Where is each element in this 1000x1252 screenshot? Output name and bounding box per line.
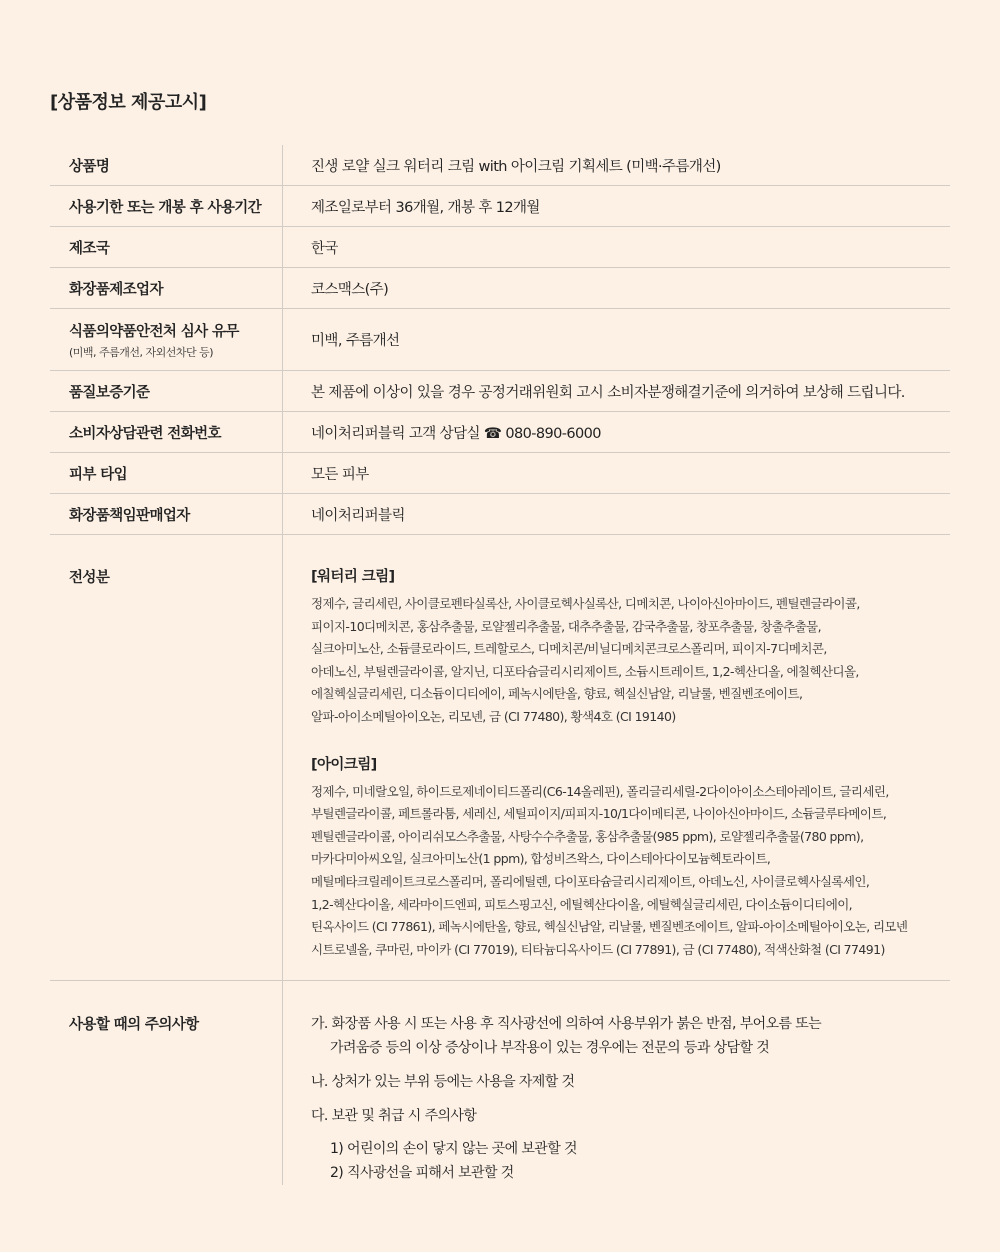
row-label: 피부 타입 (50, 453, 283, 493)
row-label: 화장품책임판매업자 (50, 494, 283, 534)
table-row (50, 371, 950, 412)
section-title: [상품정보 제공고시] (50, 92, 207, 113)
row-label: 제조국 (50, 227, 283, 267)
caution-item-c: 다. 보관 및 취급 시 주의사항 (311, 1108, 477, 1124)
ingredient-line: 피이지-10디메치콘, 홍삼추출물, 로얄젤리추출물, 대추추출물, 감국추출물, 창포추출물, 창출추출물, (311, 618, 821, 634)
ingredient-line: 정제수, 글리세린, 사이클로펜타실록산, 사이클로헥사실록산, 디메치콘, 나이아신아마이드, 펜틸렌글라이콜, (311, 596, 860, 611)
caution-sub-1: 1) 어린이의 손이 닿지 않는 곳에 보관할 것 (330, 1141, 577, 1157)
table-row (50, 227, 950, 268)
ingredient-line: 마카다미아씨오일, 실크아미노산(1 ppm), 합성비즈왁스, 다이스테아다이모늄헥토라이트, (311, 851, 771, 867)
caution-item-a-line1: 가. 화장품 사용 시 또는 사용 후 직사광선에 의하여 사용부위가 붉은 반점, 부어오름 또는 (311, 1016, 822, 1032)
row-label: 소비자상담관련 전화번호 (50, 412, 283, 452)
table-row (50, 186, 950, 227)
row-label-text: 식품의약품안전처 심사 유무 (69, 323, 239, 340)
ingredient-line: 알파-아이소메틸아이오논, 리모넨, 금 (CI 77480), 황색4호 (CI 19140) (311, 708, 676, 724)
row-value: 모든 피부 (311, 466, 369, 483)
row-label: 화장품제조업자 (50, 268, 283, 308)
row-label (50, 309, 283, 370)
row-sublabel: (미백, 주름개선, 자외선차단 등) (69, 345, 214, 359)
row-value: 네이처리퍼블릭 고객 상담실 ☎ 080-890-6000 (311, 425, 601, 442)
ingredients-label: 전성분 (50, 535, 283, 980)
row-value: 제조일로부터 36개월, 개봉 후 12개월 (311, 199, 540, 216)
ingredient-line: 시트로넬올, 쿠마린, 마이카 (CI 77019), 티타늄디옥사이드 (CI 77891), 금 (CI 77480), 적색산화철 (CI 77491) (311, 941, 885, 957)
table-row (50, 268, 950, 309)
cautions-row (50, 981, 950, 1185)
ingredient-line: 에칠헥실글리세린, 디소듐이디티에이, 페녹시에탄올, 향료, 헥실신남알, 리날룰, 벤질벤조에이트, (311, 686, 803, 702)
ingredient-line: 1,2-헥산다이올, 세라마이드엔피, 피토스핑고신, 에틸헥산다이올, 에틸헥실글리세린, 다이소듐이디티에이, (311, 896, 853, 912)
row-label: 품질보증기준 (50, 371, 283, 411)
ingredient-line: 정제수, 미네랄오일, 하이드로제네이티드폴리(C6-14올레핀), 폴리글리세릴-2다이아이소스테아레이트, 글리세린, (311, 783, 889, 799)
row-value: 한국 (311, 240, 338, 257)
row-label: 사용기한 또는 개봉 후 사용기간 (50, 186, 283, 226)
table-row (50, 494, 950, 535)
caution-item-a-line2: 가려움증 등의 이상 증상이나 부작용이 있는 경우에는 전문의 등과 상담할 것 (330, 1040, 770, 1056)
table-row (50, 309, 950, 371)
ingredient-line: 틴옥사이드 (CI 77861), 페녹시에탄올, 향료, 헥실신남알, 리날룰, 벤질벤조에이트, 알파-아이소메틸아이오논, 리모넨 (311, 919, 908, 935)
table-row (50, 145, 950, 186)
eye-cream-title: [아이크림] (311, 756, 377, 773)
cautions-value (283, 981, 950, 1185)
table-row (50, 453, 950, 494)
table-row (50, 412, 950, 453)
ingredients-row (50, 535, 950, 981)
product-info-table (50, 145, 950, 1185)
row-value: 진생 로얄 실크 워터리 크림 with 아이크림 기획세트 (미백·주름개선) (311, 158, 721, 175)
ingredient-line: 아데노신, 부틸렌글라이콜, 알지닌, 디포타슘글리시리제이트, 소듐시트레이트, 1,2-헥산디올, 에칠헥산디올, (311, 663, 859, 679)
caution-item-b: 나. 상처가 있는 부위 등에는 사용을 자제할 것 (311, 1074, 575, 1090)
ingredient-line: 실크아미노산, 소듐클로라이드, 트레할로스, 디메치콘/비닐디메치콘크로스폴리머, 피이지-7디메치콘, (311, 641, 827, 657)
ingredient-line: 메틸메타크릴레이트크로스폴리머, 폴리에틸렌, 다이포타슘글리시리제이트, 아데노신, 사이클로헥사실록세인, (311, 873, 870, 889)
caution-sub-2: 2) 직사광선을 피해서 보관할 것 (330, 1165, 514, 1181)
ingredients-value (283, 535, 950, 980)
row-value: 코스맥스(주) (311, 281, 389, 298)
eye-cream-ingredients (311, 781, 950, 962)
ingredient-line: 펜틸렌글라이콜, 아이리쉬모스추출물, 사탕수수추출물, 홍삼추출물(985 ppm), 로얄젤리추출물(780 ppm), (311, 828, 864, 844)
row-value: 네이처리퍼블릭 (311, 507, 405, 524)
water-cream-ingredients (311, 593, 950, 729)
ingredient-line: 부틸렌글라이콜, 페트롤라툼, 세레신, 세틸피이지/피피지-10/1다이메티콘, 나이아신아마이드, 소듐글루타메이트, (311, 806, 887, 822)
cautions-label: 사용할 때의 주의사항 (50, 981, 283, 1185)
row-value: 미백, 주름개선 (311, 333, 400, 349)
row-label: 상품명 (50, 145, 283, 185)
caution-item (311, 1012, 950, 1060)
row-value: 본 제품에 이상이 있을 경우 공정거래위원회 고시 소비자분쟁해결기준에 의거하여 보상해 드립니다. (311, 384, 905, 401)
water-cream-title: [워터리 크림] (311, 569, 395, 585)
